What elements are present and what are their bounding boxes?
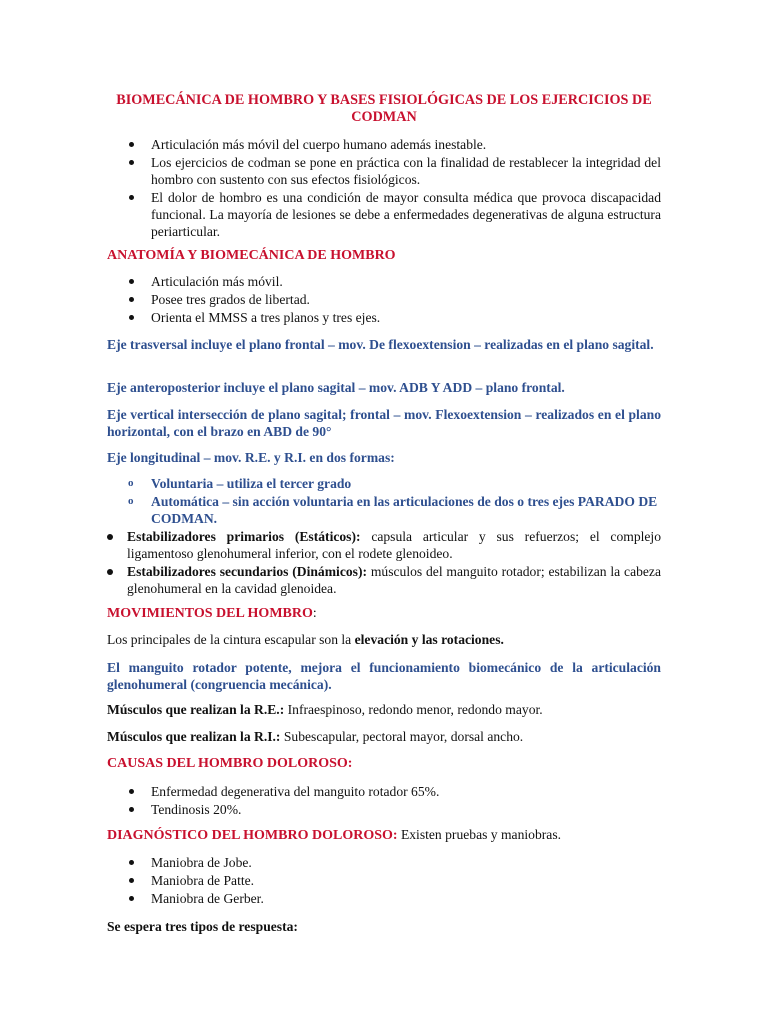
list-item: Maniobra de Patte. bbox=[107, 872, 661, 889]
internal-rotation-paragraph: Músculos que realizan la R.I.: Subescapular, pectoral mayor, dorsal ancho. bbox=[107, 729, 524, 744]
list-item: Enfermedad degenerativa del manguito rotador 65%. bbox=[107, 783, 661, 800]
list-item: Articulación más móvil. bbox=[107, 273, 661, 290]
rotator-cuff-paragraph: El manguito rotador potente, mejora el funcionamiento biomecánico de la articulación glenohumeral (congruencia mecánica). bbox=[107, 660, 661, 692]
circle-bullet-icon: o bbox=[128, 495, 134, 507]
list-item: Los ejercicios de codman se pone en práctica con la finalidad de restablecer la integridad del hombro con sustento con sus efectos fisiológicos. bbox=[107, 154, 661, 188]
list-item: Posee tres grados de libertad. bbox=[107, 291, 661, 308]
list-item: El dolor de hombro es una condición de mayor consulta médica que provoca discapacidad funcional. La mayoría de lesiones se debe a enfermedades degenerativas de alguna estructura periarticular. bbox=[107, 189, 661, 240]
bullet-icon bbox=[129, 142, 134, 147]
bullet-icon bbox=[129, 195, 134, 200]
list-item: Estabilizadores secundarios (Dinámicos): músculos del manguito rotador; estabilizan la cabeza glenohumeral en la cavidad glenoidea. bbox=[107, 563, 661, 597]
bullet-icon bbox=[129, 860, 134, 865]
section-heading-movements: MOVIMIENTOS DEL HOMBRO: bbox=[107, 605, 317, 621]
external-rotation-paragraph: Músculos que realizan la R.E.: Infraespinoso, redondo menor, redondo mayor. bbox=[107, 702, 543, 717]
section-heading-causes: CAUSAS DEL HOMBRO DOLOROSO: bbox=[107, 756, 353, 771]
document-title: BIOMECÁNICA DE HOMBRO Y BASES FISIOLÓGICAS DE LOS EJERCICIOS DE CODMAN bbox=[116, 92, 652, 125]
section-heading-diagnosis: DIAGNÓSTICO DEL HOMBRO DOLOROSO: Existen pruebas y maniobras. bbox=[107, 827, 562, 843]
list-item: Maniobra de Jobe. bbox=[107, 854, 661, 871]
intro-list bbox=[107, 136, 661, 241]
list-item: Maniobra de Gerber. bbox=[107, 890, 661, 907]
bullet-icon bbox=[129, 878, 134, 883]
bullet-icon bbox=[129, 789, 134, 794]
axis-vertical: Eje vertical intersección de plano sagital; frontal – mov. Flexoextension – realizados en el plano horizontal, con el brazo en ABD de 90° bbox=[107, 407, 661, 439]
section-heading-anatomy: ANATOMÍA Y BIOMECÁNICA DE HOMBRO bbox=[107, 248, 396, 263]
list-item: o Voluntaria – utiliza el tercer grado bbox=[128, 476, 352, 491]
bullet-icon bbox=[107, 534, 113, 540]
list-item: o Automática – sin acción voluntaria en las articulaciones de dos o tres ejes PARADO DE CODMAN. bbox=[128, 494, 658, 526]
axis-anteroposterior: Eje anteroposterior incluye el plano sagital – mov. ADB Y ADD – plano frontal. bbox=[107, 380, 565, 395]
diagnosis-list bbox=[107, 854, 661, 908]
bullet-icon bbox=[129, 896, 134, 901]
axis-longitudinal: Eje longitudinal – mov. R.E. y R.I. en dos formas: bbox=[107, 450, 395, 465]
movements-paragraph: Los principales de la cintura escapular son la elevación y las rotaciones. bbox=[107, 632, 504, 647]
bullet-icon bbox=[129, 160, 134, 165]
forms-list bbox=[107, 475, 661, 528]
bullet-icon bbox=[129, 807, 134, 812]
list-item: Articulación más móvil del cuerpo humano además inestable. bbox=[107, 136, 661, 153]
stabilizers-list bbox=[107, 528, 661, 598]
list-item: Orienta el MMSS a tres planos y tres ejes. bbox=[107, 309, 661, 326]
list-item: Tendinosis 20%. bbox=[107, 801, 661, 818]
anatomy-list bbox=[107, 273, 661, 327]
response-types-line: Se espera tres tipos de respuesta: bbox=[107, 919, 298, 934]
bullet-icon bbox=[107, 569, 113, 575]
circle-bullet-icon: o bbox=[128, 477, 134, 489]
causes-list bbox=[107, 783, 661, 819]
bullet-icon bbox=[129, 279, 134, 284]
axis-transversal: Eje trasversal incluye el plano frontal – mov. De flexoextension – realizadas en el plano sagital. bbox=[107, 337, 654, 352]
bullet-icon bbox=[129, 297, 134, 302]
list-item: Estabilizadores primarios (Estáticos): capsula articular y sus refuerzos; el complejo ligamentoso glenohumeral inferior, con el rodete glenoideo. bbox=[107, 528, 661, 562]
bullet-icon bbox=[129, 315, 134, 320]
